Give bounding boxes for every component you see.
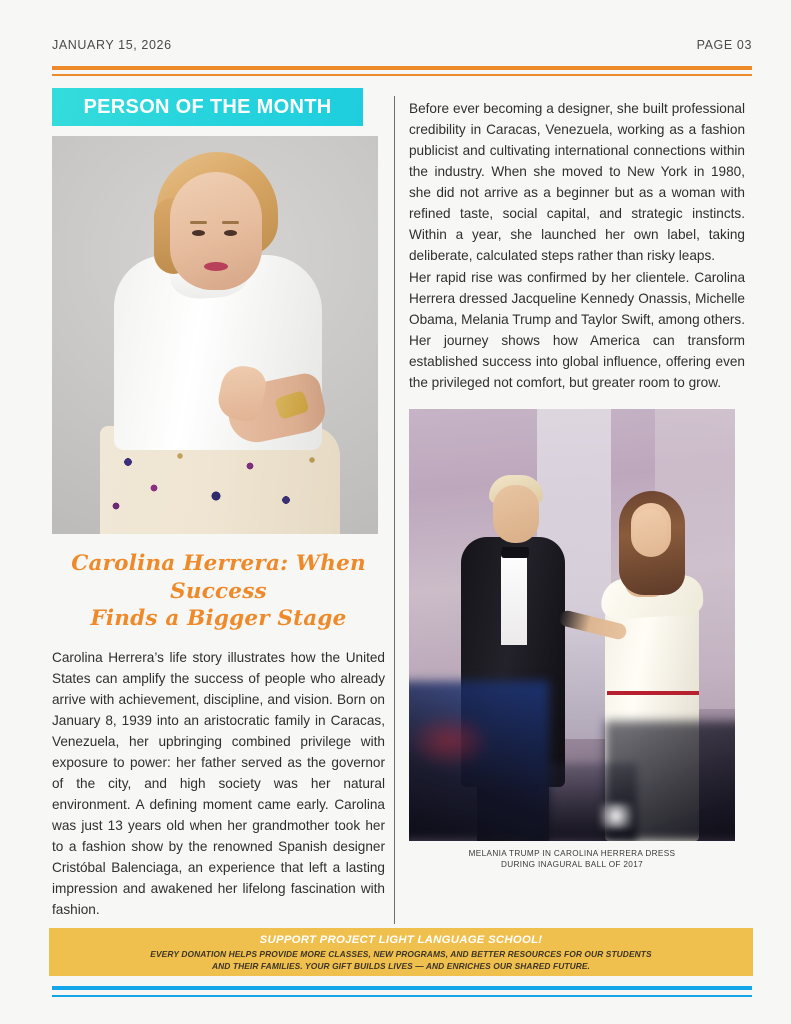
right-paragraph-2: Her rapid rise was confirmed by her clientele. Carolina Herrera dressed Jacqueline Kennedy Onassis, Michelle Obama, Melania Trump and Taylor Swift, among others. Her journey shows how America can transform established success into global influence, offering even the privileged not comfort, but greater room to grow. (409, 269, 745, 390)
article-headline (52, 550, 385, 633)
headline-line-2: Finds a Bigger Stage (90, 606, 347, 632)
portrait-eye-left (192, 230, 205, 236)
footer-rule-thin (52, 995, 752, 997)
inaugural-ball-photo (409, 409, 735, 841)
woman-face (633, 509, 667, 555)
masthead (52, 38, 752, 52)
man-bowtie (501, 547, 529, 558)
right-column (409, 98, 745, 870)
caption-line-2: DURING INAGURAL BALL OF 2017 (500, 859, 644, 869)
footer-rule-thick (52, 986, 752, 990)
portrait-face (170, 172, 262, 290)
headline-line-1: Carolina Herrera: When Success (71, 551, 366, 604)
donation-subtext-line-1: EVERY DONATION HELPS PROVIDE MORE CLASSES, NEW PROGRAMS, AND BETTER RESOURCES FOR OUR STUDENTS (150, 948, 652, 959)
caption-line-1: MELANIA TRUMP IN CAROLINA HERRERA DRESS (468, 848, 676, 858)
column-divider (394, 96, 395, 924)
photo-caption (409, 848, 735, 870)
portrait-eye-right (224, 230, 237, 236)
person-of-the-month-banner (52, 88, 363, 126)
left-paragraph-1: Carolina Herrera’s life story illustrates how the United States can amplify the success of people who already arrive with achievement, discipline, and vision. Born on January 8, 1939 into an aristocratic family in Caracas, Venezuela, her upbringing combined privilege with exposure to power: her father served as the governor of the city, and high society was her natural environment. A defining moment came early. Carolina was just 13 years old when her grandmother took her to a fashion show by the renowned Spanish designer Cristóbal Balenciaga, an experience that left a lasting impression and awakened her lifelong fascination with fashion. (52, 649, 385, 918)
donation-banner (49, 928, 753, 976)
issue-date: JANUARY 15, 2026 (52, 38, 172, 52)
man-dress-shirt (501, 549, 527, 645)
camera-flash (599, 803, 633, 829)
man-face (493, 485, 539, 543)
left-column-body (52, 647, 385, 921)
right-column-body (409, 98, 745, 393)
donation-subtext (150, 948, 651, 972)
left-column (52, 88, 385, 920)
header-rule-thin (52, 74, 752, 76)
person-of-the-month-label: PERSON OF THE MONTH (83, 95, 332, 118)
portrait-photo (52, 136, 378, 534)
foreground-photographers (409, 681, 549, 841)
woman-red-sash (607, 691, 699, 695)
portrait-lips (204, 262, 228, 271)
header-rule-thick (52, 66, 752, 70)
page-number: PAGE 03 (696, 38, 752, 52)
portrait-brow-left (190, 221, 207, 224)
right-paragraph-1: Before ever becoming a designer, she built professional credibility in Caracas, Venezuela, working as a fashion publicist and cultivating international connections within the industry. When she moved to New York in 1980, she did not arrive as a beginner but as a woman with refined taste, social capital, and strategic instincts. Within a year, she launched her own label, taking deliberate, calculated steps rather than risky leaps. (409, 101, 745, 264)
donation-title: SUPPORT PROJECT LIGHT LANGUAGE SCHOOL! (259, 933, 543, 946)
portrait-brow-right (222, 221, 239, 224)
donation-subtext-line-2: AND THEIR FAMILIES. YOUR GIFT BUILDS LIVES — AND ENRICHES OUR SHARED FUTURE. (212, 961, 590, 971)
